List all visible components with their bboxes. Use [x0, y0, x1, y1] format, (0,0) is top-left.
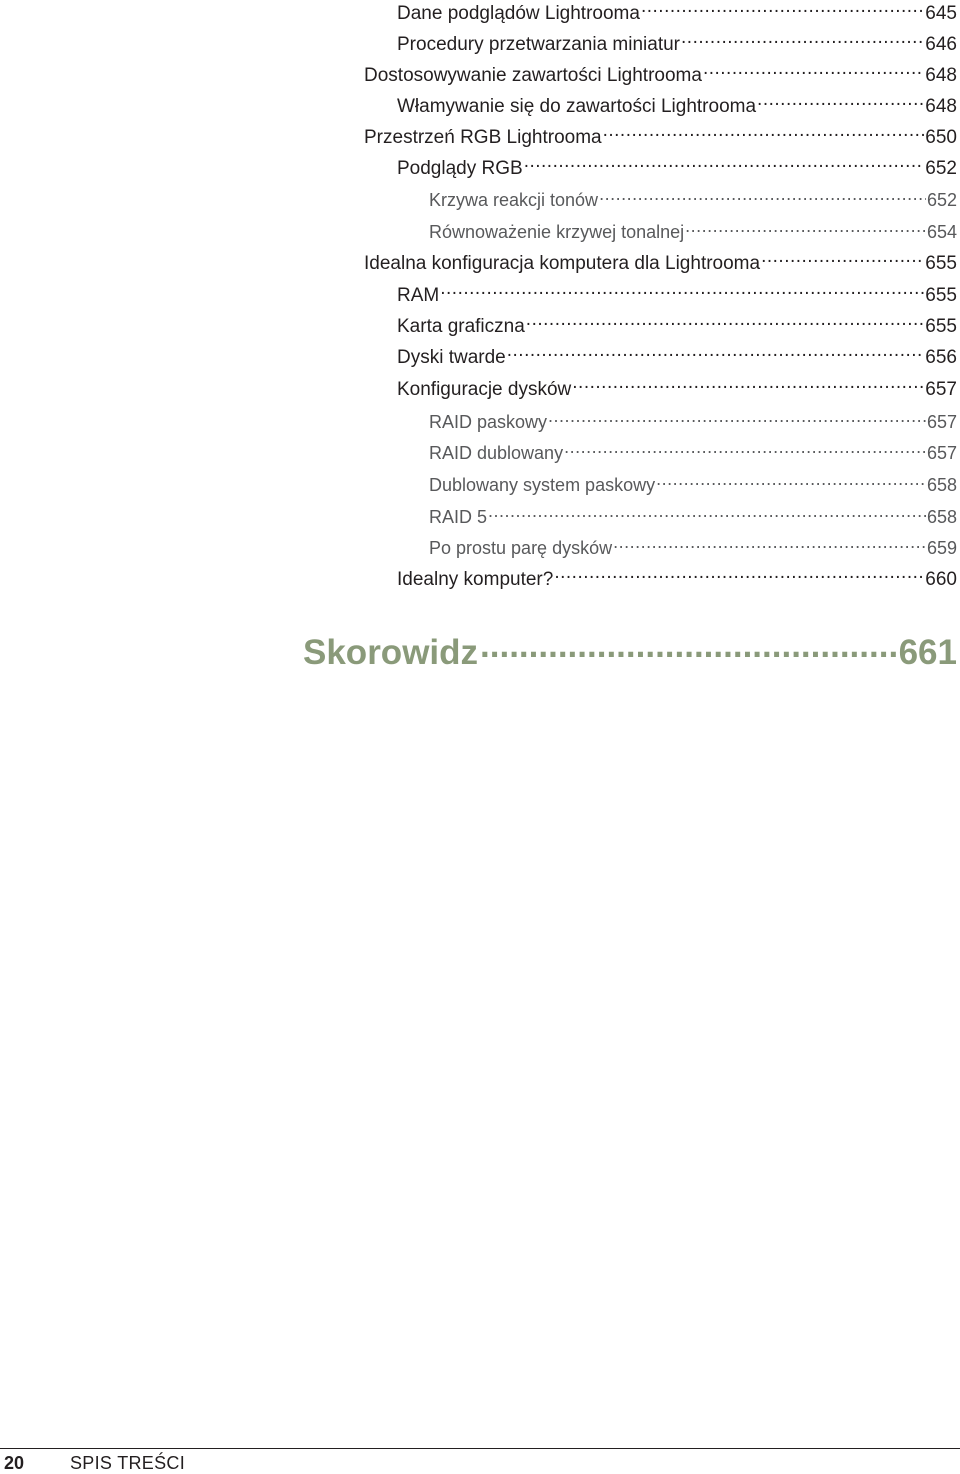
footer-rule [0, 1448, 960, 1449]
toc-entry-title: Procedury przetwarzania miniatur [397, 34, 681, 55]
toc-entry-title: Konfiguracje dysków [397, 379, 572, 400]
toc-entry-page: 646 [925, 34, 957, 55]
toc-entry-page: 650 [925, 127, 957, 148]
dot-leader [685, 220, 926, 238]
toc-entry[interactable] [429, 439, 957, 467]
toc-entry-title: Dostosowywanie zawartości Lightrooma [364, 65, 702, 86]
dot-leader [488, 505, 926, 523]
toc-entry[interactable] [397, 93, 957, 121]
toc-entry-title: Krzywa reakcji tonów [429, 190, 599, 210]
toc-entry[interactable] [397, 282, 957, 310]
dot-leader [656, 473, 926, 491]
dot-leader [524, 155, 925, 174]
toc-entry-page: 657 [926, 443, 957, 463]
toc-entry-title: Idealny komputer? [397, 569, 554, 590]
toc-entry[interactable] [397, 313, 957, 341]
dot-leader [548, 410, 926, 428]
toc-entry[interactable] [397, 31, 957, 59]
toc-entry[interactable] [429, 503, 957, 531]
toc-entry[interactable] [429, 471, 957, 499]
dot-leader [564, 441, 926, 459]
dot-leader [599, 188, 926, 206]
page-footer [0, 1448, 960, 1473]
toc-entry-page: 656 [925, 347, 957, 368]
toc-entry[interactable] [397, 0, 957, 28]
toc-entry[interactable] [364, 124, 957, 152]
toc-entry-page: 655 [925, 316, 957, 337]
toc-entry-page: 652 [925, 158, 957, 179]
toc-entry[interactable] [364, 250, 957, 278]
toc-entry-page: 655 [925, 253, 957, 274]
dot-leader [480, 629, 897, 664]
dot-leader [554, 566, 924, 585]
dot-leader [603, 124, 925, 143]
toc-entry[interactable] [429, 218, 957, 246]
toc-entry-page: 660 [925, 569, 957, 590]
toc-entry-title: Równoważenie krzywej tonalnej [429, 222, 685, 242]
toc-entry-title: Dublowany system paskowy [429, 475, 656, 495]
toc-entry[interactable] [397, 155, 957, 183]
toc-entry[interactable] [397, 376, 957, 404]
dot-leader [641, 0, 924, 19]
dot-leader [761, 250, 924, 269]
toc-entry-title: Dane podglądów Lightrooma [397, 3, 640, 24]
toc-entry-page: 658 [926, 507, 957, 527]
toc-entry-page: 652 [926, 190, 957, 210]
dot-leader [526, 313, 925, 332]
toc-entry-title: Podglądy RGB [397, 158, 523, 179]
toc-entry[interactable] [429, 534, 957, 562]
toc-chapter-entry[interactable] [303, 629, 957, 673]
toc-entry-page: 657 [925, 379, 957, 400]
running-section-title: SPIS TREŚCI [70, 1453, 186, 1473]
dot-leader [572, 376, 924, 395]
toc-entry[interactable] [429, 186, 957, 214]
toc-entry[interactable] [397, 344, 957, 372]
dot-leader [440, 282, 924, 301]
toc-entry-title: Po prostu parę dysków [429, 538, 613, 558]
toc-entry-title: RAID 5 [429, 507, 488, 527]
dot-leader [681, 31, 924, 50]
page-number: 20 [4, 1453, 25, 1473]
toc-entry[interactable] [364, 62, 957, 90]
toc-entry-page: 645 [925, 3, 957, 24]
toc-entry-title: RAID paskowy [429, 412, 548, 432]
toc-entry-title: Idealna konfiguracja komputera dla Lightrooma [364, 253, 761, 274]
toc-entry-title: RAM [397, 285, 440, 306]
toc-entry-page: 648 [925, 96, 957, 117]
dot-leader [613, 536, 926, 554]
toc-entry-page: 658 [926, 475, 957, 495]
toc-entry[interactable] [429, 408, 957, 436]
dot-leader [757, 93, 924, 112]
toc-entry-title: Karta graficzna [397, 316, 525, 337]
toc-entry-page: 655 [925, 285, 957, 306]
toc-entry-title: Włamywanie się do zawartości Lightrooma [397, 96, 757, 117]
toc-entry-title: RAID dublowany [429, 443, 564, 463]
toc-entry[interactable] [397, 566, 957, 594]
dot-leader [703, 62, 924, 81]
chapter-title: Skorowidz [303, 633, 479, 672]
dot-leader [507, 344, 925, 363]
toc-entry-page: 654 [926, 222, 957, 242]
toc-entry-title: Przestrzeń RGB Lightrooma [364, 127, 602, 148]
toc-entry-page: 657 [926, 412, 957, 432]
toc-entry-page: 648 [925, 65, 957, 86]
toc-entry-title: Dyski twarde [397, 347, 506, 368]
toc-entry-page: 659 [926, 538, 957, 558]
chapter-page: 661 [898, 633, 957, 672]
